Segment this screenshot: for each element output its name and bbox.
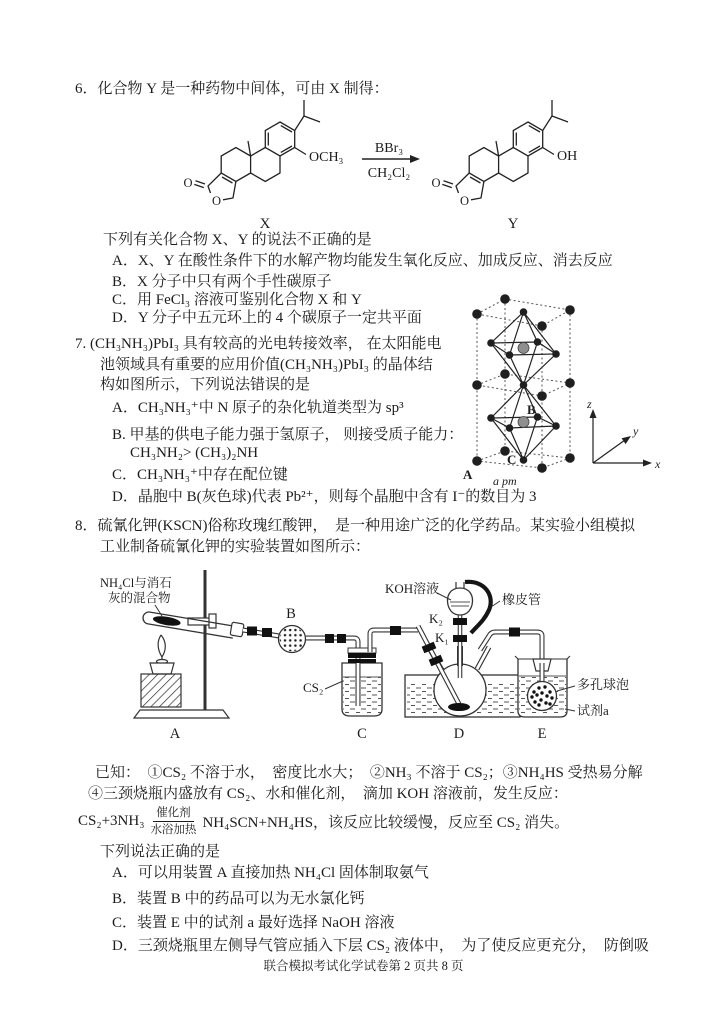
q8-apparatus-figure [85,560,715,755]
stopcock-k1 [453,635,467,642]
steroid-skeleton [183,100,320,208]
q7-stem-line2: 池领域具有重要的应用价值(CH₃NH₃)PbI₃ 的晶体结 [100,357,433,373]
axis-z-label: z [587,397,592,411]
porous-bulb-label: 多孔球泡 [577,677,630,692]
device-e-label: E [537,726,547,742]
cs2-label: CS₂ [303,680,324,695]
equation-lhs: CS₂+3NH₃ [78,813,145,830]
q7-stem-line1: 7. (CH₃NH₃)PbI₃ 具有较高的光电转接效率， 在太阳能电 [75,336,442,352]
dropping-funnel [448,582,473,678]
k2-label: K₂ [429,611,443,626]
q8-option-d: D．三颈烧瓶里左侧导气管应插入下层 CS₂ 液体中， 为了使反应更充分， 防倒吸 [112,938,649,954]
carbonyl-oxygen-label: O [183,176,193,190]
q7-crystal-figure [455,292,670,504]
tube-c-to-d [370,626,418,652]
device-a-label: A [169,726,181,742]
ring-oxygen-label: O [211,194,222,208]
q8-stem-line1: 8．硫氰化钾(KSCN)俗称玫瑰红酸钾， 是一种用途广泛的化学药品。某实验小组模拟 [75,518,636,534]
reaction-arrow [362,141,420,181]
lamp-stand-block [141,674,181,707]
q6-structure-figure [170,95,670,235]
q6-option-a: A．X、Y 在酸性条件下的水解产物均能发生氧化反应、加成反应、消去反应 [112,253,613,269]
device-c-label: C [357,726,367,742]
q8-option-a: A．可以用装置 A 直接加热 NH₄Cl 固体制取氨气 [112,865,429,881]
q7-option-a: A．CH₃NH₃⁺中 N 原子的杂化轨道类型为 sp³ [112,400,404,416]
x-substituent-label: OCH₃ [309,150,344,165]
q8-known-line2: ④三颈烧瓶内盛放有 CS₂、水和催化剂， 滴加 KOH 溶液前，发生反应： [88,786,568,802]
structure-y-label: Y [507,216,519,232]
crystal-label-c: C [507,452,517,467]
mixture-label-line2: 灰的混合物 [108,591,171,605]
koh-label: KOH溶液 [385,581,440,596]
reagent-a-label: 试剂a [577,703,609,718]
flame [158,635,165,657]
crystal-label-a: A [463,467,473,482]
y-substituent-label: OH [557,149,578,164]
q6-stem: 6．化合物 Y 是一种药物中间体，可由 X 制得： [75,81,389,97]
axis-y-label: y [633,424,639,438]
equation-conditions [150,806,196,838]
q7-stem-line3: 构如图所示，下列说法错误的是 [100,377,311,393]
drying-bulb [279,626,306,653]
q8-stem-line2: 工业制备硫氰化钾的实验装置如图所示： [100,539,371,555]
steroid-skeleton-y [431,100,568,208]
q8-reaction-equation [78,806,569,838]
reagent-label: BBr₃ [374,141,404,156]
q8-substem: 下列说法正确的是 [100,844,221,860]
cell-edge-length-label: a pm [493,474,517,488]
q7-option-b-line1: B. 甲基的供电子能力强于氢原子， 则接受质子能力： [112,427,464,443]
crystal-label-b: B [527,402,536,417]
tube-d-to-e [480,628,542,664]
cs2-liquid [343,677,381,715]
q8-option-c: C．装置 E 中的试剂 a 最好选择 NaOH 溶液 [112,915,395,931]
rubber-tube-label: 橡皮管 [502,592,542,607]
stopcock-k2 [453,618,467,625]
q7-option-b-line2: CH₃NH₂> (CH₃)₂NH [130,445,259,461]
mixture-label-line1: NH₄Cl与消石 [100,576,172,590]
page-footer: 联合模拟考试化学试卷第 2 页共 8 页 [263,959,464,973]
stopper-a [230,622,244,637]
q6-substem: 下列有关化合物 X、Y 的说法不正确的是 [103,232,372,248]
alcohol-lamp [150,635,174,674]
catalyst-blob [448,703,470,711]
dark-atoms [472,294,575,473]
axis-x-label: x [655,457,661,471]
coordinate-axes [590,409,653,467]
q6-option-b: B．X 分子中只有两个手性碳原子 [112,274,332,290]
washing-bottle-c [342,663,382,716]
mixture-label-leader [155,605,162,616]
k1-label: K₁ [435,630,449,645]
solvent-label: CH₂Cl₂ [367,166,411,181]
methyl-group [248,141,251,156]
q8-option-b: B．装置 B 中的药品可以为无水氯化钙 [112,891,365,907]
q7-option-c: C．CH₃NH₃⁺中存在配位键 [112,467,288,483]
q8-known-line1: 已知： ①CS₂ 不溶于水， 密度比水大； ②NH₃ 不溶于 CS₂；③NH₄HS 受热易分解 [95,765,643,781]
q6-option-c: C．用 FeCl₃ 溶液可鉴别化合物 X 和 Y [112,292,362,308]
equation-heating: 水浴加热 [150,824,197,837]
cs2-label-leader [325,681,343,689]
equation-rhs: NH₄SCN+NH₄HS，该反应比较缓慢，反应至 CS₂ 消失。 [202,815,570,832]
device-d-label: D [453,726,465,742]
structure-x-label: X [259,216,271,232]
q6-option-d: D．Y 分子中五元环上的 4 个碳原子一定共平面 [112,310,422,326]
equation-catalyst: 催化剂 [153,806,194,822]
isopropyl-group [295,100,320,131]
delivery-tube-a-b [243,627,279,638]
q7-option-d: D．晶胞中 B(灰色球)代表 Pb²⁺，则每个晶胞中含有 I⁻的数目为 3 [112,489,537,505]
device-b-label: B [286,606,296,622]
